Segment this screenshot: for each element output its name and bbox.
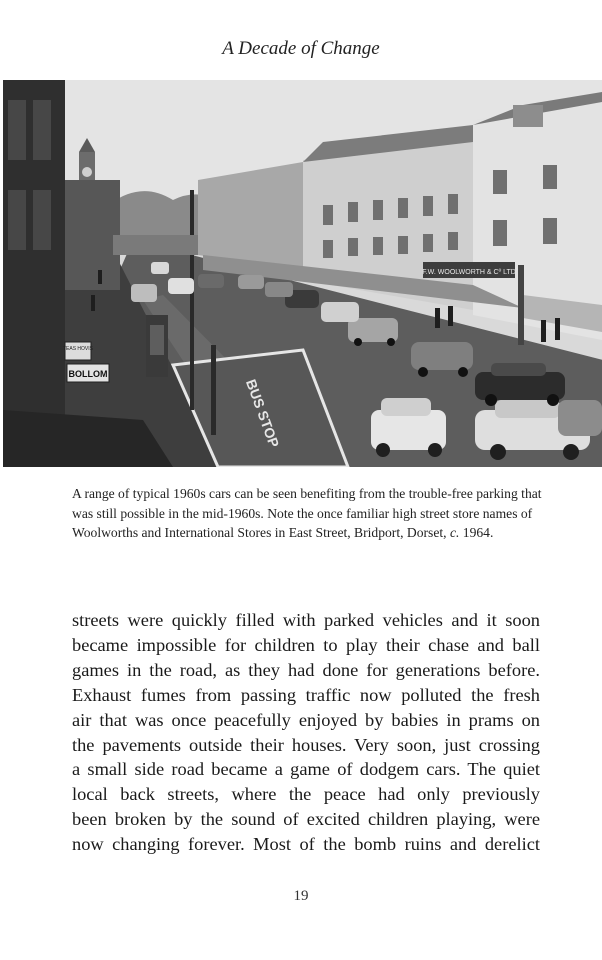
right-buildings	[198, 162, 303, 270]
page-number: 19	[293, 888, 309, 904]
street-photo	[3, 80, 602, 467]
body-text	[72, 608, 540, 857]
body-line: streets were quickly filled with parked vehicles and it soon	[72, 610, 540, 630]
body-line: the pavements outside their houses. Very soon, just crossing	[72, 734, 540, 755]
woolworth-sign-text: F.W. WOOLWORTH & Cº LTD	[422, 269, 516, 276]
body-line: Exhaust fumes from passing traffic now polluted the fresh	[72, 684, 540, 705]
running-head: A Decade of Change	[222, 38, 380, 59]
body-line: local back streets, where the peace had only previously	[72, 784, 540, 805]
caption-text-2: 1964.	[459, 525, 494, 541]
bus-stop-marking: BUS STOP	[242, 377, 283, 450]
svg-text:TEAS HOVIS: TEAS HOVIS	[62, 346, 94, 352]
photo-caption	[72, 484, 542, 543]
body-line: air that was once peacefully enjoyed by babies in prams on	[72, 709, 540, 730]
body-line: became impossible for children to play their chase and ball	[72, 634, 540, 655]
body-line: games in the road, as they had done for generations before.	[72, 659, 540, 680]
body-line: been broken by the sound of excited children playing, were	[72, 809, 540, 830]
caption-text-1: A range of typical 1960s cars can be seen benefiting from the trouble-free parking that was still possible in the mid-1960s. Note the once familiar high street store names of Woolworths and International Stores in East Street, Bridport, Dorset,	[72, 486, 542, 541]
body-line: a small side road became a game of dodgem cars. The quiet	[72, 759, 540, 780]
svg-text:BOLLOM: BOLLOM	[68, 369, 108, 379]
caption-circa: c.	[449, 525, 460, 541]
body-line: now changing forever. Most of the bomb ruins and derelict	[72, 834, 540, 855]
